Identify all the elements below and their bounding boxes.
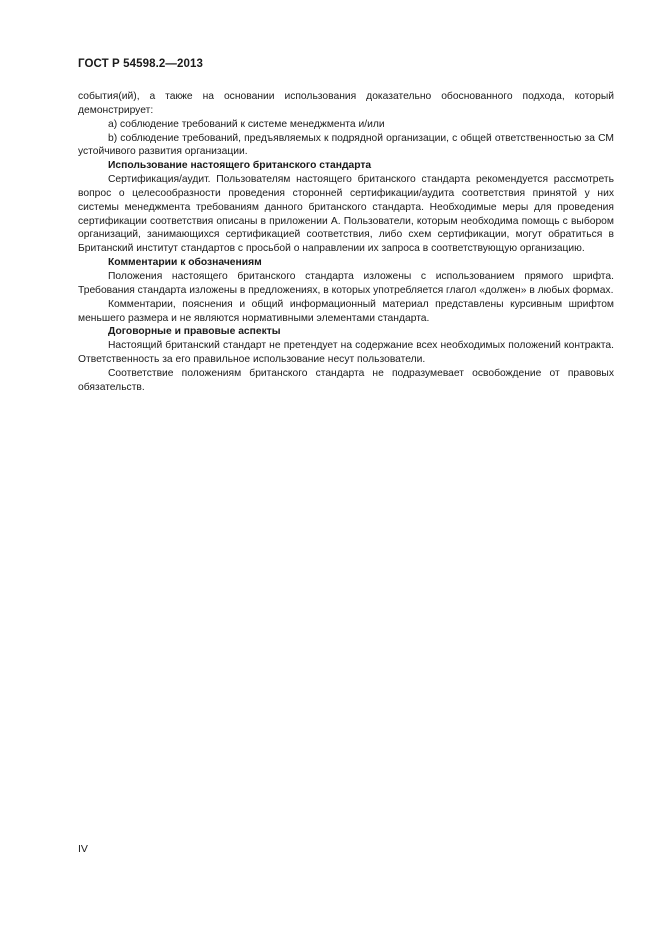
paragraph-legal-contract: Настоящий британский стандарт не претендует на содержание всех необходимых положений контракта. Ответственность за его правильное использование несут пользователи. [78, 340, 614, 366]
paragraph-notation-comments: Комментарии, пояснения и общий информационный материал представлены курсивным шрифтом меньшего размера и не являются нормативными элементами стандарта. [78, 298, 614, 324]
paragraph-legal-obligations: Соответствие положениям британского стандарта не подразумевает освобождение от правовых обязательств. [78, 367, 614, 393]
paragraph-certification: Сертификация/аудит. Пользователям настоящего британского стандарта рекомендуется рассмотреть вопрос о целесообразности проведения сторонней сертификации/аудита соответствия принятой у них системы менеджмента требованиям данного британского стандарта. Необходимые меры для проведения сертификации соответствия описаны в приложении А. Пользователи, которым необходима помощь с выбором организаций, занимающихся сертификацией соответствия, либо схем сертификации, могут обратиться в Британский институт стандартов с просьбой о направлении их запроса в соответствующую организацию. [78, 174, 614, 255]
section-heading-legal: Договорные и правовые аспекты [108, 326, 281, 338]
list-item-b: b) соблюдение требований, предъявляемых к подрядной организации, с общей ответственностью за СМ устойчивого развития организации. [78, 132, 614, 158]
paragraph-notation-requirements: Положения настоящего британского стандарта изложены с использованием прямого шрифта. Требования стандарта изложены в предложениях, в которых употребляется глагол «должен» в любых формах. [78, 270, 614, 296]
list-item-a: a) соблюдение требований к системе менеджмента и/или [108, 118, 385, 130]
section-heading-notation: Комментарии к обозначениям [108, 257, 262, 269]
page-number: IV [78, 843, 88, 855]
document-body [78, 90, 614, 395]
paragraph-continuation: события(ий), а также на основании использования доказательно обоснованного подхода, который демонстрирует: [78, 91, 614, 116]
section-heading-usage: Использование настоящего британского стандарта [108, 160, 372, 172]
document-header: ГОСТ Р 54598.2—2013 [78, 58, 203, 70]
